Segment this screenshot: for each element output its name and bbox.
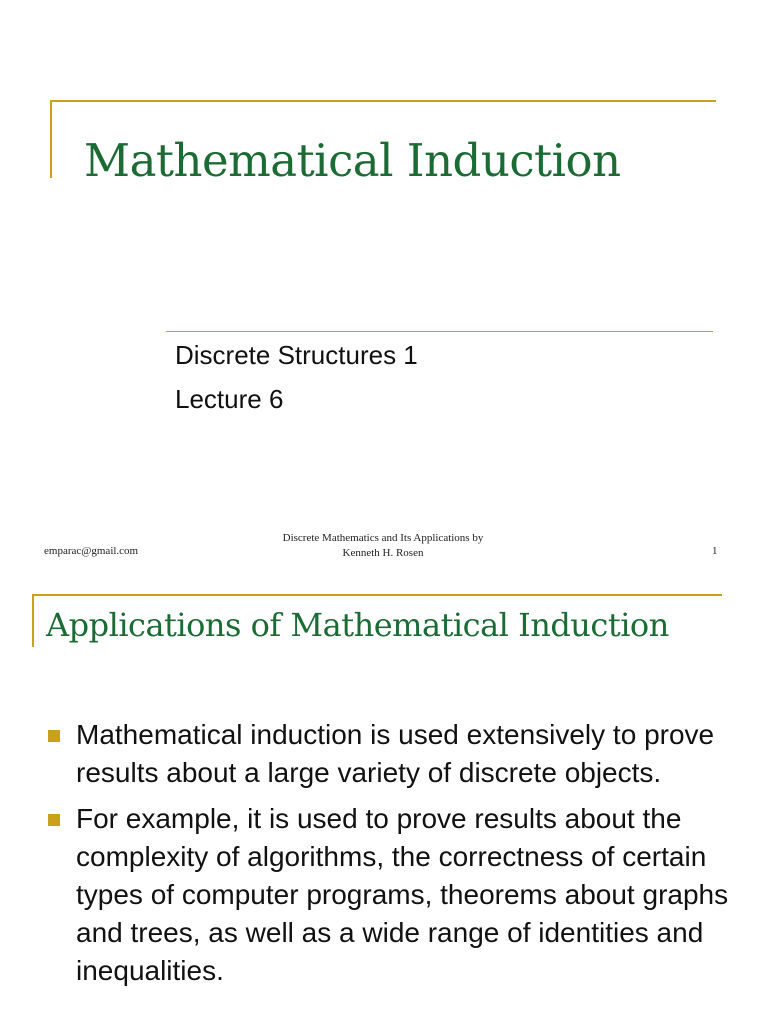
footer-citation <box>230 531 536 561</box>
footer-page-number: 1 <box>712 545 718 557</box>
bullet-item <box>46 716 736 792</box>
slide2-left-rule <box>32 594 34 647</box>
bullet-text: For example, it is used to prove results about the complexity of algorithms, the correctness of certain types of computer programs, theorems about graphs and trees, as well as a wide range of identities and inequalities. <box>76 803 729 986</box>
slide1-subtitle-course: Discrete Structures 1 <box>175 340 418 370</box>
footer-citation-line1: Discrete Mathematics and Its Applications by <box>282 532 484 544</box>
slide2-bullet-list <box>46 716 736 998</box>
square-bullet-icon <box>48 814 60 826</box>
slide1-subtitle-rule <box>166 331 713 332</box>
square-bullet-icon <box>48 730 60 742</box>
slide1-left-rule <box>50 100 52 178</box>
slide2-top-rule <box>32 594 722 596</box>
footer-email: emparac@gmail.com <box>44 545 139 557</box>
slide2-title: Applications of Mathematical Induction <box>46 606 669 644</box>
bullet-item <box>46 800 736 990</box>
slide1-top-rule <box>50 100 716 102</box>
footer-citation-line2: Kenneth H. Rosen <box>342 547 424 559</box>
bullet-text: Mathematical induction is used extensively to prove results about a large variety of discrete objects. <box>76 719 715 788</box>
slide1-title: Mathematical Induction <box>84 134 621 187</box>
slide1-subtitle-lecture: Lecture 6 <box>175 384 284 414</box>
